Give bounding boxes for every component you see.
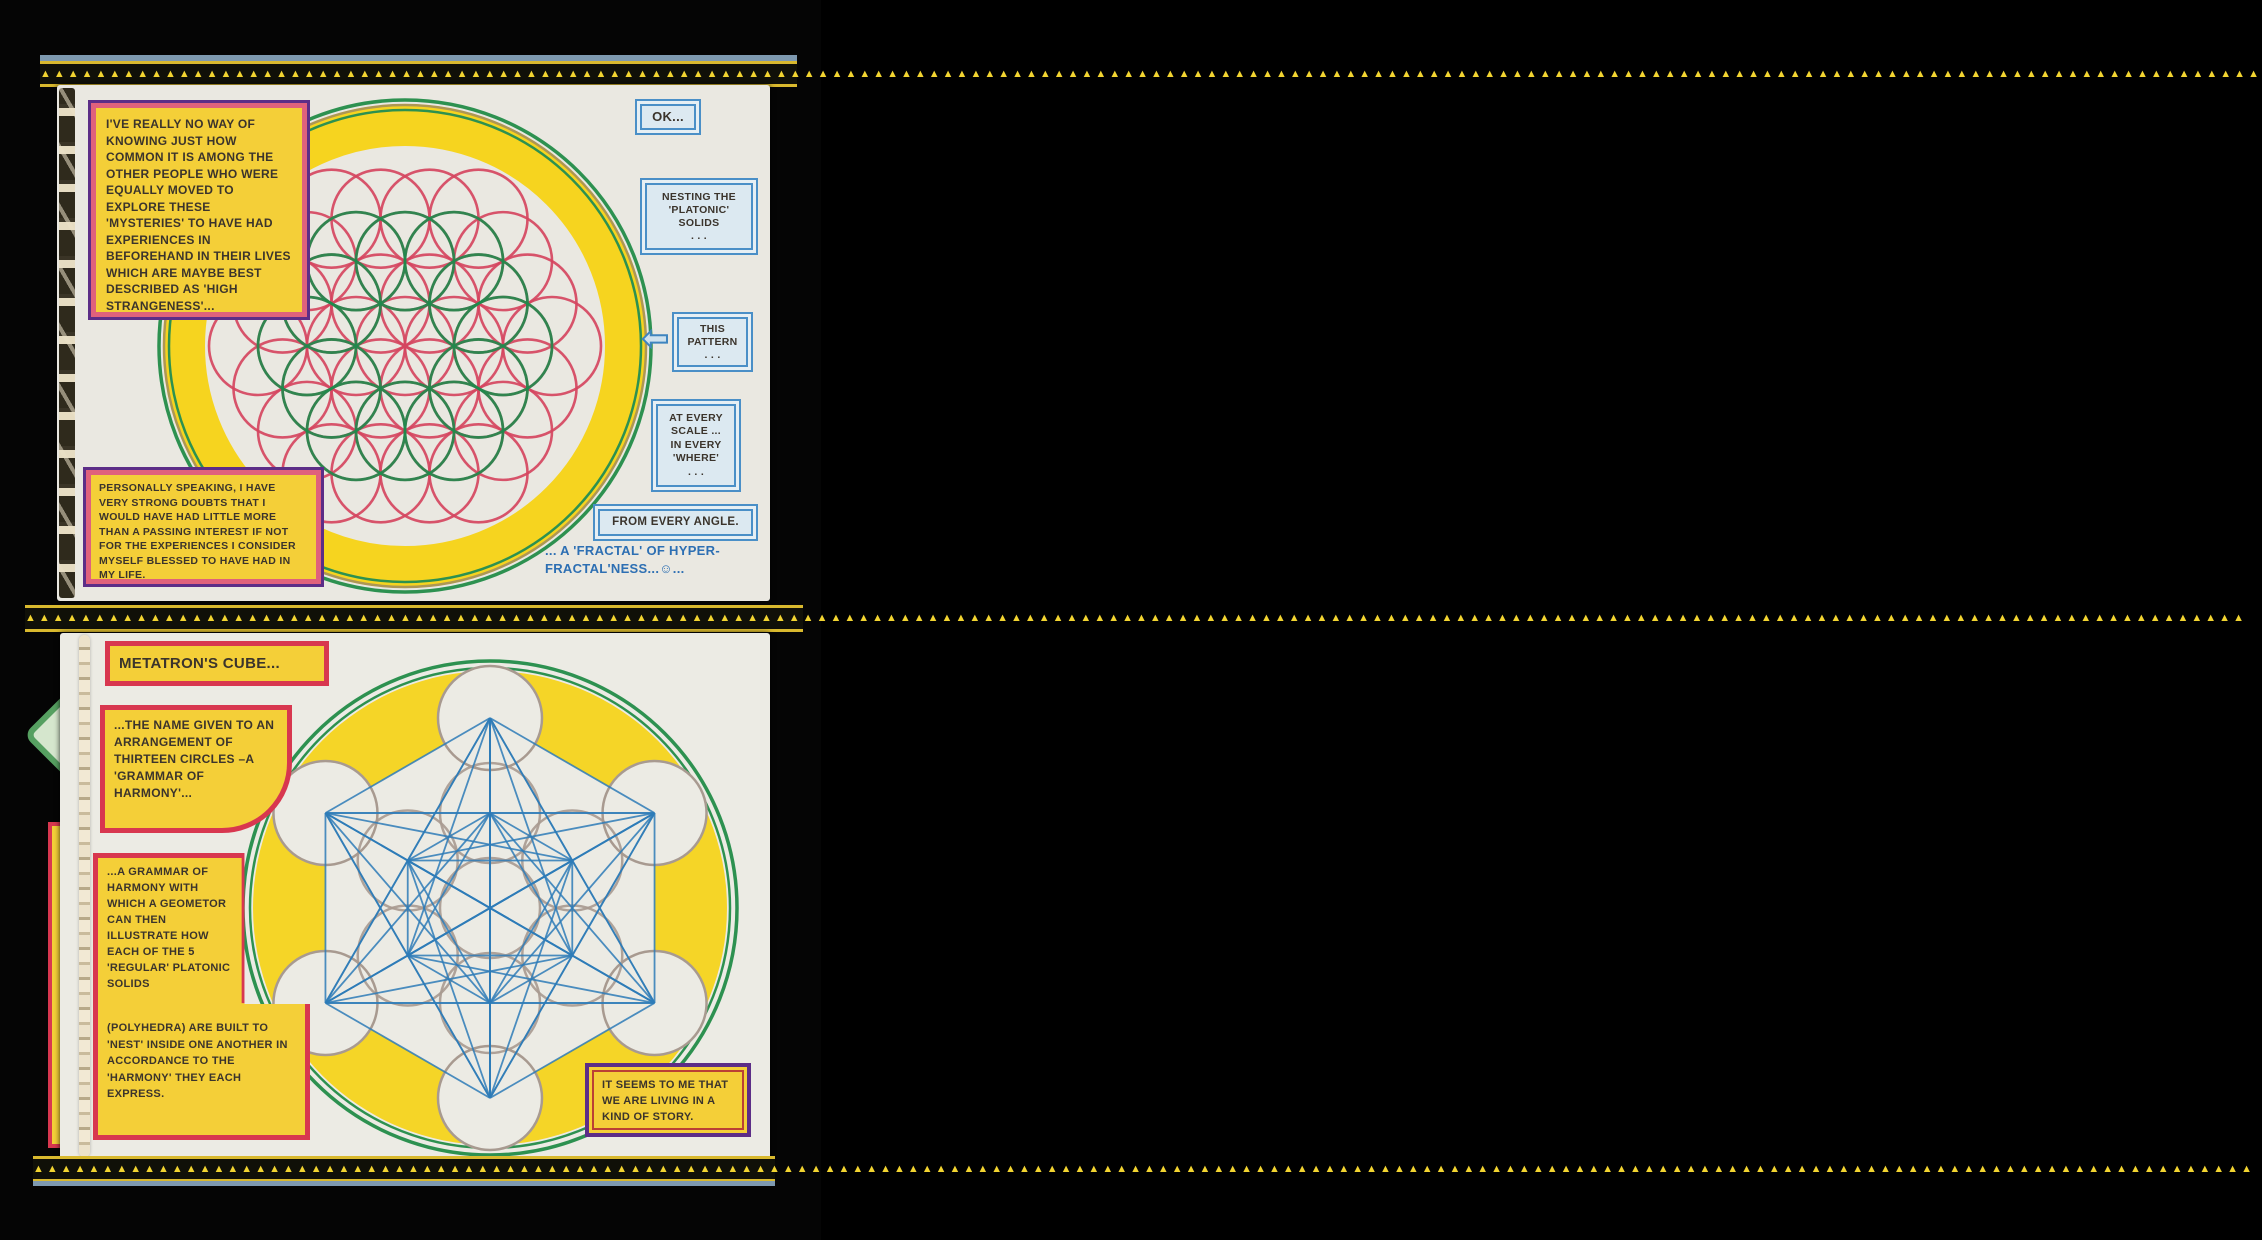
bottom-page-stitch-thread xyxy=(79,635,90,1157)
note-high-strangeness xyxy=(88,100,310,320)
tape-triangles: ▲▲▲▲▲▲▲▲▲▲▲▲▲▲▲▲▲▲▲▲▲▲▲▲▲▲▲▲▲▲▲▲▲▲▲▲▲▲▲▲▲▲▲▲▲▲▲▲▲▲▲▲▲▲▲▲▲▲▲▲▲▲▲▲▲▲▲▲▲▲▲▲▲▲▲▲▲▲▲▲▲▲▲▲▲▲▲▲▲▲▲▲▲▲▲▲▲▲▲▲▲▲▲▲▲▲▲▲▲▲▲▲▲▲▲▲▲▲▲▲▲▲▲▲▲▲▲▲▲▲▲▲▲▲▲▲▲▲▲▲▲▲▲▲▲▲▲▲▲▲▲▲▲▲▲▲▲▲▲▲ xyxy=(33,1162,2255,1175)
left-arrow-icon: ⬅ xyxy=(642,320,669,356)
callout-from-every-angle-text: FROM EVERY ANGLE. xyxy=(598,509,753,536)
note-personally-speaking-text: PERSONALLY SPEAKING, I HAVE VERY STRONG DOUBTS THAT I WOULD HAVE HAD LITTLE MORE THAN A PASSING INTEREST IF NOT FOR THE EXPERIENCES I CONSIDER MYSELF BLESSED TO HAVE HAD IN MY LIFE. xyxy=(91,475,316,579)
note-grammar-text-1: ...A GRAMMAR OF HARMONY WITH WHICH A GEOMETOR CAN THEN ILLUSTRATE HOW EACH OF THE 5 'REGULAR' PLATONIC SOLIDS xyxy=(107,866,231,990)
callout-at-every-scale-text: AT EVERY SCALE ... IN EVERY 'WHERE' . . . xyxy=(656,404,736,487)
callout-at-every-scale xyxy=(651,399,741,492)
note-living-in-a-story xyxy=(585,1063,751,1137)
note-personally-speaking xyxy=(83,467,324,587)
callout-nesting-platonic-solids xyxy=(640,178,758,255)
callout-nesting-text: NESTING THE 'PLATONIC' SOLIDS . . . xyxy=(645,183,753,250)
callout-ok xyxy=(635,99,701,135)
note-thirteen-circles: ...THE NAME GIVEN TO AN ARRANGEMENT OF THIRTEEN CIRCLES –A 'GRAMMAR OF HARMONY'... xyxy=(100,705,292,833)
tape-triangles: ▲▲▲▲▲▲▲▲▲▲▲▲▲▲▲▲▲▲▲▲▲▲▲▲▲▲▲▲▲▲▲▲▲▲▲▲▲▲▲▲▲▲▲▲▲▲▲▲▲▲▲▲▲▲▲▲▲▲▲▲▲▲▲▲▲▲▲▲▲▲▲▲▲▲▲▲▲▲▲▲▲▲▲▲▲▲▲▲▲▲▲▲▲▲▲▲▲▲▲▲▲▲▲▲▲▲▲▲▲▲▲▲▲▲▲▲▲▲▲▲▲▲▲▲▲▲▲▲▲▲▲▲▲▲▲▲▲▲▲▲▲▲▲▲▲▲▲▲▲▲▲▲▲▲▲▲▲▲▲▲ xyxy=(40,67,2262,80)
bottom-page xyxy=(60,633,770,1160)
zigzag-tape-top xyxy=(40,61,2262,87)
metatrons-cube-title: METATRON'S CUBE... xyxy=(105,641,329,686)
note-living-in-a-story-text: IT SEEMS TO ME THAT WE ARE LIVING IN A KIND OF STORY. xyxy=(592,1070,744,1130)
note-high-strangeness-text: I'VE REALLY NO WAY OF KNOWING JUST HOW COMMON IT IS AMONG THE OTHER PEOPLE WHO WERE EQUALLY MOVED TO EXPLORE THESE 'MYSTERIES' TO HAVE HAD EXPERIENCES IN BEFOREHAND IN THEIR LIVES WHICH ARE MAYBE BEST DESCRIBED AS 'HIGH STRANGENESS'... xyxy=(96,108,302,312)
fractal-caption: ... A 'FRACTAL' OF HYPER- FRACTAL'NESS...☺... xyxy=(545,543,720,576)
tape-bottom-blue-edge xyxy=(33,1181,775,1186)
zigzag-tape-bottom xyxy=(33,1156,2255,1182)
top-page-binding-stitches xyxy=(59,88,75,598)
zigzag-tape-middle xyxy=(25,605,2247,632)
note-grammar-text-2: (POLYHEDRA) ARE BUILT TO 'NEST' INSIDE ONE ANOTHER IN ACCORDANCE TO THE 'HARMONY' THEY EACH EXPRESS. xyxy=(107,1022,288,1100)
callout-this-pattern-text: THIS PATTERN . . . xyxy=(677,317,748,367)
top-page xyxy=(57,85,770,601)
tape-triangles: ▲▲▲▲▲▲▲▲▲▲▲▲▲▲▲▲▲▲▲▲▲▲▲▲▲▲▲▲▲▲▲▲▲▲▲▲▲▲▲▲▲▲▲▲▲▲▲▲▲▲▲▲▲▲▲▲▲▲▲▲▲▲▲▲▲▲▲▲▲▲▲▲▲▲▲▲▲▲▲▲▲▲▲▲▲▲▲▲▲▲▲▲▲▲▲▲▲▲▲▲▲▲▲▲▲▲▲▲▲▲▲▲▲▲▲▲▲▲▲▲▲▲▲▲▲▲▲▲▲▲▲▲▲▲▲▲▲▲▲▲▲▲▲▲▲▲▲▲▲▲▲▲▲▲▲▲▲▲▲▲ xyxy=(25,612,2247,624)
callout-from-every-angle xyxy=(593,504,758,541)
callout-this-pattern xyxy=(672,312,753,372)
callout-ok-text: OK... xyxy=(640,104,696,130)
